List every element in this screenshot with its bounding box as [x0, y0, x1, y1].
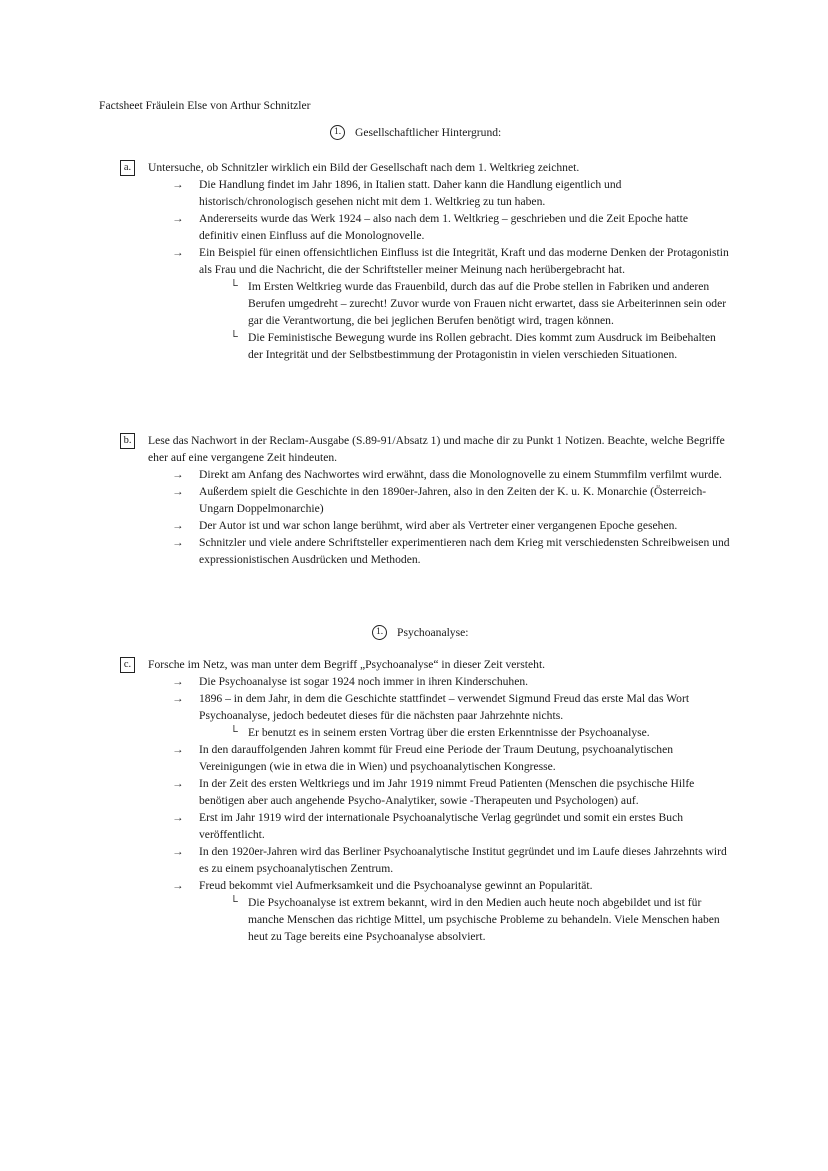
- arrow-icon: →: [172, 468, 184, 481]
- bullet-item: [172, 534, 730, 568]
- bullet-item: [172, 176, 730, 210]
- sub-bullet-item: [230, 329, 730, 363]
- bullet-text: Die Psychoanalyse ist sogar 1924 noch immer in ihren Kinderschuhen.: [199, 675, 529, 688]
- bullet-text: Ein Beispiel für einen offensichtlichen Einfluss ist die Integrität, Kraft und das moderne Denken der Protagonistin als Frau und die Nachricht, die der Schriftsteller meiner Meinung nach herübergebracht hat.: [199, 246, 729, 276]
- task-text: Lese das Nachwort in der Reclam-Ausgabe (S.89-91/Absatz 1) und mache dir zu Punkt 1 Notizen. Beachte, welche Begriffe eher auf eine vergangene Zeit hindeuten.: [148, 434, 725, 464]
- section-heading-psychoanalyse: [0, 624, 828, 641]
- corner-arrow-icon: └: [230, 331, 238, 343]
- corner-arrow-icon: └: [230, 726, 238, 738]
- bullet-item: [172, 673, 730, 690]
- task-label: c.: [120, 657, 135, 673]
- arrow-icon: →: [172, 777, 184, 790]
- bullet-item: [172, 517, 730, 534]
- arrow-icon: →: [172, 845, 184, 858]
- bullet-text: 1896 – in dem Jahr, in dem die Geschichte stattfindet – verwendet Sigmund Freud das erste Mal das Wort Psychoanalyse, jedoch bedeutet dieses für die nächsten paar Jahrzehnte nichts.: [199, 692, 690, 722]
- sub-bullet-item: [230, 894, 730, 945]
- document-title: Factsheet Fräulein Else von Arthur Schnitzler: [99, 99, 311, 112]
- bullet-item: [172, 210, 730, 244]
- bullet-item: [172, 809, 730, 843]
- task-b: [120, 432, 730, 568]
- bullet-item: [172, 775, 730, 809]
- arrow-icon: →: [172, 519, 184, 532]
- sub-bullet-text: Er benutzt es in seinem ersten Vortrag über die ersten Erkenntnisse der Psychoanalyse.: [248, 726, 650, 739]
- arrow-icon: →: [172, 743, 184, 756]
- arrow-icon: →: [172, 675, 184, 688]
- bullet-text: In der Zeit des ersten Weltkriegs und im Jahr 1919 nimmt Freud Patienten (Menschen die psychische Hilfe benötigen aber auch angehende Psycho-Analytiker, sowie -Therapeuten und Psychologen) auf.: [199, 777, 695, 807]
- bullet-item: [172, 483, 730, 517]
- section-title: Gesellschaftlicher Hintergrund:: [355, 126, 502, 139]
- corner-arrow-icon: └: [230, 896, 238, 908]
- arrow-icon: →: [172, 178, 184, 191]
- sub-bullet-text: Die Psychoanalyse ist extrem bekannt, wird in den Medien auch heute noch abgebildet und ist für manche Menschen das richtige Mittel, um psychische Probleme zu behandeln. Viele Menschen haben heut zu Tage bereits eine Psychoanalyse absolviert.: [248, 896, 720, 943]
- bullet-item: [172, 244, 730, 278]
- task-label: a.: [120, 160, 135, 176]
- arrow-icon: →: [172, 536, 184, 549]
- bullet-text: Außerdem spielt die Geschichte in den 1890er-Jahren, also in den Zeiten der K. u. K. Monarchie (Österreich-Ungarn Doppelmonarchie): [199, 485, 707, 515]
- bullet-text: Der Autor ist und war schon lange berühmt, wird aber als Vertreter einer vergangenen Epoche gesehen.: [199, 519, 678, 532]
- bullet-text: Schnitzler und viele andere Schriftsteller experimentieren nach dem Krieg mit verschiedensten Schreibweisen und expressionistischen Ausdrücken und Methoden.: [199, 536, 730, 566]
- bullet-text: In den darauffolgenden Jahren kommt für Freud eine Periode der Traum Deutung, psychoanalytischen Vereinigungen (wie in etwa die in Wien) und psychoanalytischen Kongresse.: [199, 743, 674, 773]
- sub-bullet-item: [230, 278, 730, 329]
- task-a: [120, 159, 730, 363]
- sub-bullet-text: Im Ersten Weltkrieg wurde das Frauenbild, durch das auf die Probe stellen in Fabriken und anderen Berufen umgedreht – zurecht! Zuvor wurde von Frauen nicht erwartet, dass sie Arbeiterinnen sein oder gar die Verantwortung, die bei jeglichen Berufen benötigt wird, tragen können.: [248, 280, 727, 327]
- task-c: [120, 656, 730, 945]
- arrow-icon: →: [172, 879, 184, 892]
- bullet-item: [172, 466, 730, 483]
- bullet-text: Freud bekommt viel Aufmerksamkeit und die Psychoanalyse gewinnt an Popularität.: [199, 879, 593, 892]
- arrow-icon: →: [172, 212, 184, 225]
- bullet-text: Die Handlung findet im Jahr 1896, in Italien statt. Daher kann die Handlung eigentlich und historisch/chronologisch gesehen nicht mit dem 1. Weltkrieg zu tun haben.: [199, 178, 622, 208]
- bullet-text: Erst im Jahr 1919 wird der internationale Psychoanalytische Verlag gegründet und somit ein erstes Buch veröffentlicht.: [199, 811, 684, 841]
- section-heading-gesellschaft: [0, 124, 828, 141]
- arrow-icon: →: [172, 811, 184, 824]
- arrow-icon: →: [172, 692, 184, 705]
- corner-arrow-icon: └: [230, 280, 238, 292]
- bullet-item: [172, 843, 730, 877]
- task-label: b.: [120, 433, 135, 449]
- task-text: Untersuche, ob Schnitzler wirklich ein Bild der Gesellschaft nach dem 1. Weltkrieg zeichnet.: [148, 161, 580, 174]
- arrow-icon: →: [172, 246, 184, 259]
- sub-bullet-item: [230, 724, 730, 741]
- bullet-text: In den 1920er-Jahren wird das Berliner Psychoanalytische Institut gegründet und im Laufe dieses Jahrzehnts wird es zu einem psychoanalytischen Zentrum.: [199, 845, 727, 875]
- sub-bullet-text: Die Feministische Bewegung wurde ins Rollen gebracht. Dies kommt zum Ausdruck im Beibehalten der Integrität und der Selbstbestimmung der Protagonistin in vielen verschieden Situationen.: [248, 331, 716, 361]
- bullet-item: [172, 741, 730, 775]
- bullet-text: Direkt am Anfang des Nachwortes wird erwähnt, dass die Monolognovelle zu einem Stummfilm verfilmt wurde.: [199, 468, 722, 481]
- bullet-item: [172, 690, 730, 724]
- section-number: 1.: [372, 625, 387, 640]
- arrow-icon: →: [172, 485, 184, 498]
- task-text: Forsche im Netz, was man unter dem Begriff „Psychoanalyse“ in dieser Zeit versteht.: [148, 658, 546, 671]
- bullet-text: Andererseits wurde das Werk 1924 – also nach dem 1. Weltkrieg – geschrieben und die Zeit Epoche hatte definitiv einen Einfluss auf die Monolognovelle.: [199, 212, 688, 242]
- section-title: Psychoanalyse:: [397, 626, 469, 639]
- section-number: 1.: [330, 125, 345, 140]
- bullet-item: [172, 877, 730, 894]
